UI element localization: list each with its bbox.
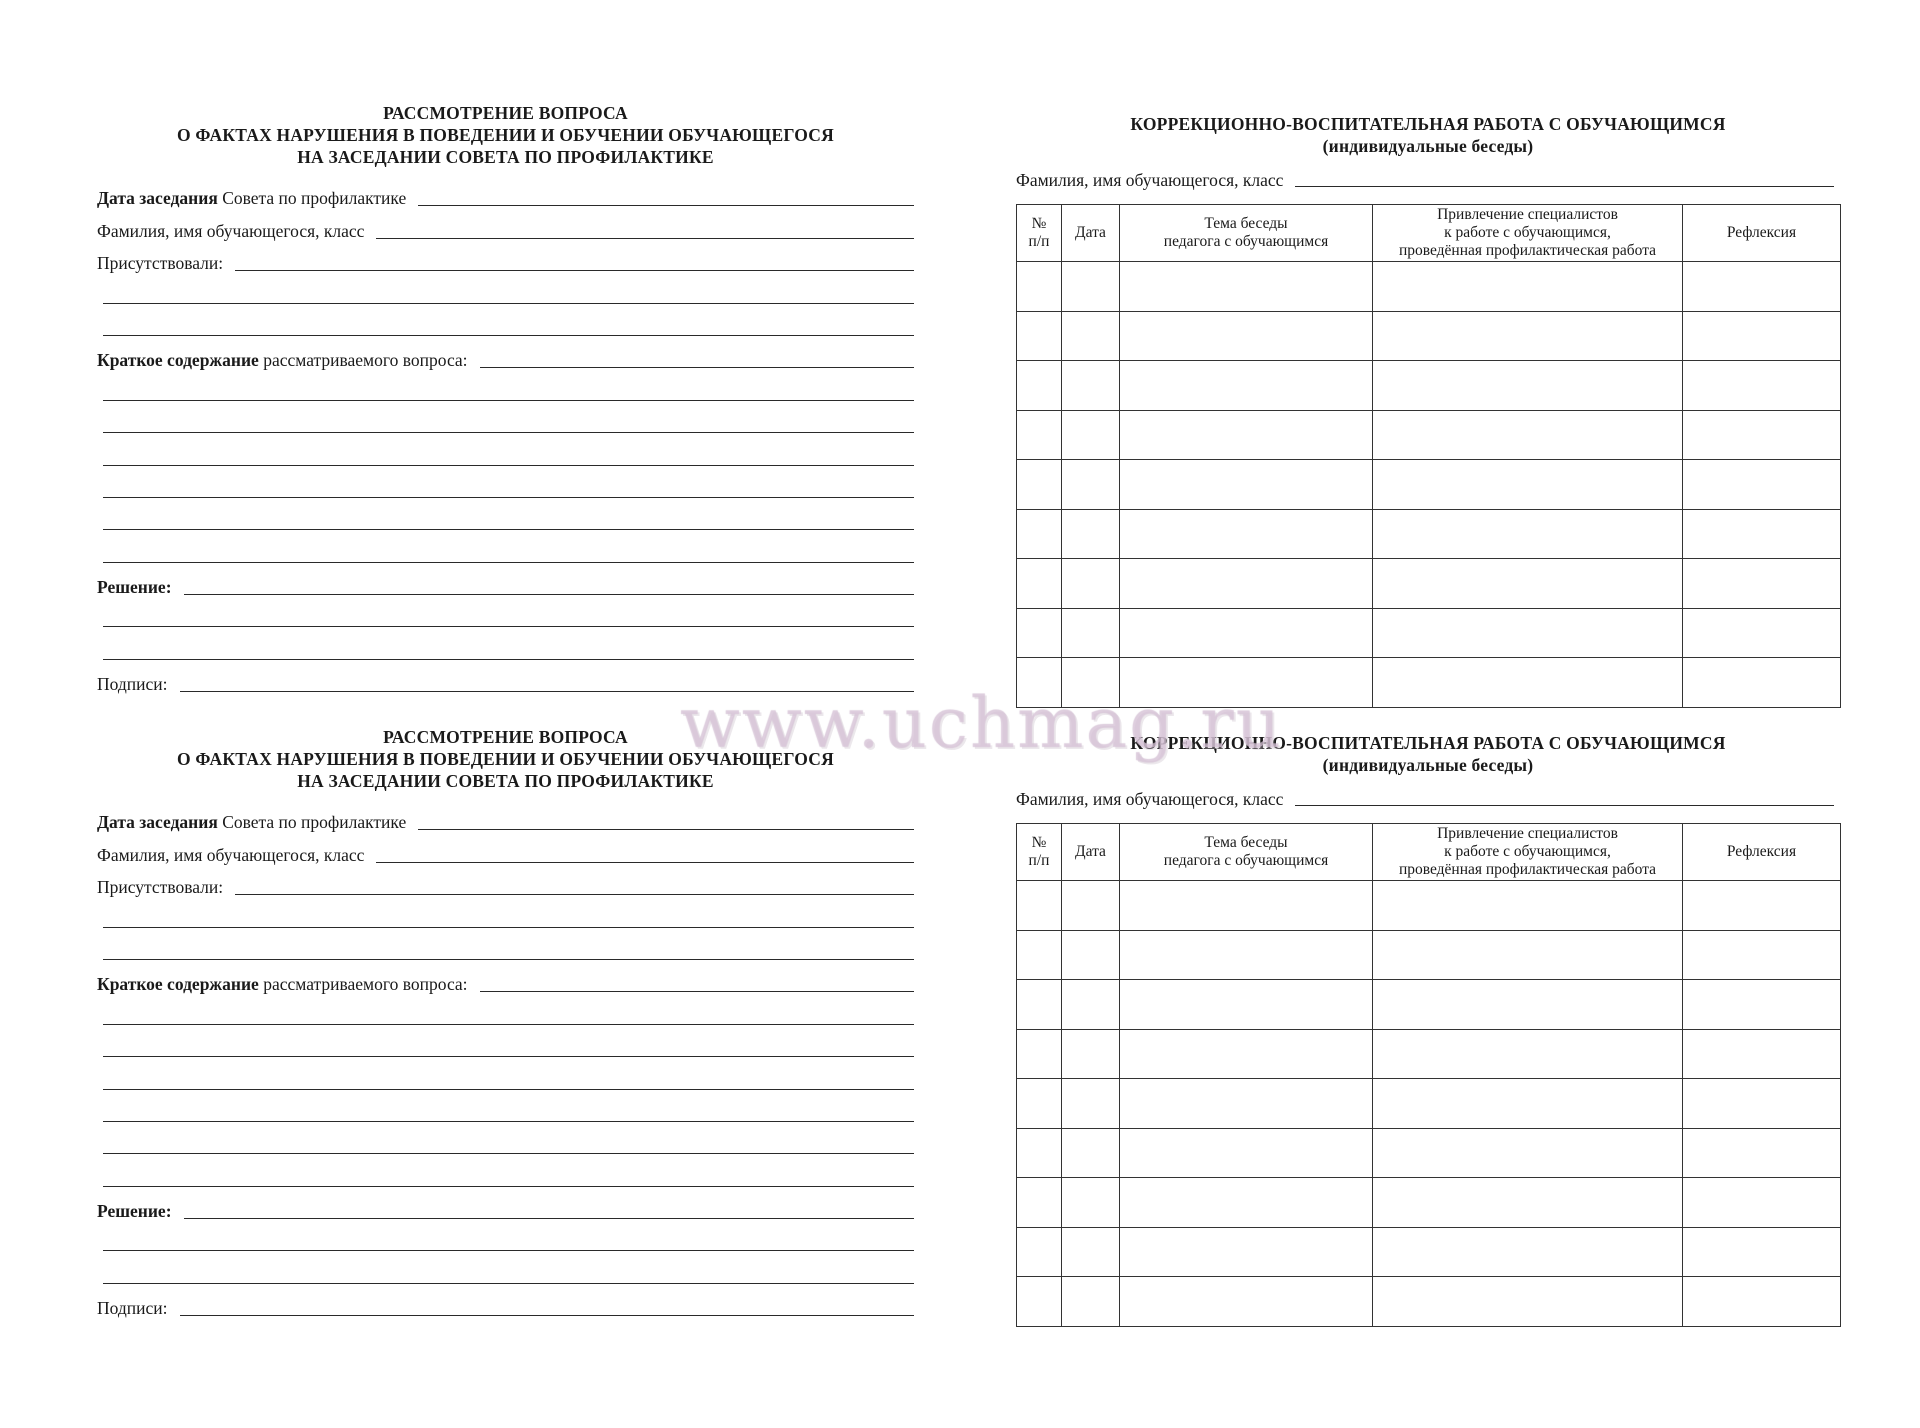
table-cell[interactable] [1683, 361, 1841, 411]
table-cell[interactable] [1683, 1079, 1841, 1129]
table-cell[interactable] [1120, 460, 1373, 510]
table-header-row [1017, 205, 1841, 262]
table-cell[interactable] [1062, 509, 1120, 559]
table-row [1017, 980, 1841, 1030]
table-row [1017, 460, 1841, 510]
table-cell[interactable] [1120, 509, 1373, 559]
present-row [97, 243, 914, 275]
blank-line[interactable] [103, 1153, 914, 1154]
blank-line[interactable] [103, 1056, 914, 1057]
col-reflection: Рефлексия [1683, 824, 1841, 881]
blank-line[interactable] [103, 659, 914, 660]
col-date: Дата [1062, 824, 1120, 881]
present-line-3 [97, 932, 914, 964]
blank-line[interactable] [103, 927, 914, 928]
table-row [1017, 608, 1841, 658]
summary-label: Краткое содержание рассматриваемого вопроса: [97, 350, 468, 371]
blank-line[interactable] [103, 1283, 914, 1284]
table-cell[interactable] [1120, 262, 1373, 312]
present-label: Присутствовали: [97, 877, 224, 898]
table-cell[interactable] [1017, 509, 1062, 559]
table-cell[interactable] [1683, 410, 1841, 460]
table-cell[interactable] [1017, 262, 1062, 312]
table-cell[interactable] [1017, 1079, 1062, 1129]
present-line-2 [97, 899, 914, 931]
blank-line[interactable] [103, 1186, 914, 1187]
decision-field[interactable] [184, 1218, 914, 1219]
student-label: Фамилия, имя обучающегося, класс [1016, 170, 1284, 190]
summary-line-5 [97, 1094, 914, 1126]
summary-label: Краткое содержание рассматриваемого вопроса: [97, 974, 468, 995]
blank-line[interactable] [103, 1121, 914, 1122]
table-cell[interactable] [1120, 1227, 1373, 1277]
table-cell[interactable] [1683, 262, 1841, 312]
table-cell[interactable] [1373, 410, 1683, 460]
table-cell[interactable] [1120, 608, 1373, 658]
table-row [1017, 881, 1841, 931]
table-cell[interactable] [1120, 311, 1373, 361]
summary-row [97, 964, 914, 996]
signatures-label: Подписи: [97, 1298, 168, 1319]
table-cell[interactable] [1017, 608, 1062, 658]
student-label: Фамилия, имя обучающегося, класс [97, 844, 365, 865]
table-cell[interactable] [1373, 361, 1683, 411]
table-cell[interactable] [1373, 881, 1683, 931]
meeting-date-row [97, 802, 914, 834]
form-title: КОРРЕКЦИОННО-ВОСПИТАТЕЛЬНАЯ РАБОТА С ОБУЧАЮЩИМСЯ [1130, 733, 1726, 753]
decision-line-2 [97, 1223, 914, 1255]
blank-line[interactable] [103, 335, 914, 336]
summary-line-3 [97, 1029, 914, 1061]
summary-field[interactable] [480, 367, 914, 368]
table-cell[interactable] [1373, 1128, 1683, 1178]
table-cell[interactable] [1683, 509, 1841, 559]
table-cell[interactable] [1062, 361, 1120, 411]
table-cell[interactable] [1120, 1029, 1373, 1079]
table-cell[interactable] [1120, 559, 1373, 609]
table-cell[interactable] [1683, 608, 1841, 658]
decision-label: Решение: [97, 1201, 172, 1222]
table-row [1017, 559, 1841, 609]
table-cell[interactable] [1062, 980, 1120, 1030]
signatures-field[interactable] [180, 1315, 914, 1316]
decision-field[interactable] [184, 594, 914, 595]
form-title: КОРРЕКЦИОННО-ВОСПИТАТЕЛЬНАЯ РАБОТА С ОБУЧАЮЩИМСЯ [1130, 114, 1726, 134]
student-field[interactable] [1295, 186, 1834, 187]
present-label: Присутствовали: [97, 253, 224, 274]
signatures-row [97, 1288, 914, 1320]
student-row [1016, 788, 1840, 810]
decision-line-3 [97, 631, 914, 663]
table-cell[interactable] [1373, 608, 1683, 658]
table-cell[interactable] [1683, 658, 1841, 708]
blank-line[interactable] [103, 465, 914, 466]
table-row [1017, 1178, 1841, 1228]
table-cell[interactable] [1017, 410, 1062, 460]
signatures-label: Подписи: [97, 674, 168, 695]
col-specialists: Привлечение специалистов к работе с обучающимся, проведённая профилактическая работа [1373, 205, 1683, 262]
table-cell[interactable] [1683, 930, 1841, 980]
summary-line-2 [97, 372, 914, 404]
blank-line[interactable] [103, 529, 914, 530]
table-cell[interactable] [1062, 460, 1120, 510]
table-cell[interactable] [1373, 930, 1683, 980]
table-cell[interactable] [1017, 930, 1062, 980]
table-cell[interactable] [1017, 460, 1062, 510]
table-row [1017, 1029, 1841, 1079]
present-line-3 [97, 308, 914, 340]
table-row [1017, 1227, 1841, 1277]
form-title [97, 102, 914, 168]
blank-line[interactable] [103, 1250, 914, 1251]
decision-label: Решение: [97, 577, 172, 598]
table-cell[interactable] [1062, 1029, 1120, 1079]
blank-line[interactable] [103, 1089, 914, 1090]
summary-line-6 [97, 1126, 914, 1158]
col-number: № п/п [1017, 205, 1062, 262]
title-line-3: НА ЗАСЕДАНИИ СОВЕТА ПО ПРОФИЛАКТИКЕ [297, 147, 714, 167]
col-date: Дата [1062, 205, 1120, 262]
table-cell[interactable] [1120, 1079, 1373, 1129]
blank-line[interactable] [103, 400, 914, 401]
table-cell[interactable] [1683, 1227, 1841, 1277]
student-field[interactable] [376, 862, 914, 863]
table-row [1017, 1277, 1841, 1327]
table-row [1017, 1079, 1841, 1129]
meeting-date-label: Дата заседания Совета по профилактике [97, 188, 407, 209]
summary-line-5 [97, 470, 914, 502]
summary-row [97, 340, 914, 372]
title-line-2: О ФАКТАХ НАРУШЕНИЯ В ПОВЕДЕНИИ И ОБУЧЕНИИ ОБУЧАЮЩЕГОСЯ [177, 125, 834, 145]
col-topic: Тема беседы педагога с обучающимся [1120, 824, 1373, 881]
decision-row [97, 567, 914, 599]
blank-line[interactable] [103, 626, 914, 627]
table-cell[interactable] [1120, 881, 1373, 931]
table-cell[interactable] [1373, 980, 1683, 1030]
table-cell[interactable] [1683, 881, 1841, 931]
summary-line-4 [97, 1061, 914, 1093]
summary-line-3 [97, 405, 914, 437]
table-cell[interactable] [1373, 559, 1683, 609]
decision-line-3 [97, 1255, 914, 1287]
table-cell[interactable] [1683, 1178, 1841, 1228]
blank-line[interactable] [103, 497, 914, 498]
form-subtitle: (индивидуальные беседы) [1322, 755, 1534, 775]
blank-line[interactable] [103, 432, 914, 433]
table-cell[interactable] [1062, 930, 1120, 980]
meeting-date-field[interactable] [418, 205, 914, 206]
table-cell[interactable] [1017, 980, 1062, 1030]
summary-line-4 [97, 437, 914, 469]
col-topic: Тема беседы педагога с обучающимся [1120, 205, 1373, 262]
table-cell[interactable] [1373, 658, 1683, 708]
table-cell[interactable] [1017, 361, 1062, 411]
table-cell[interactable] [1017, 1029, 1062, 1079]
table-cell[interactable] [1373, 1079, 1683, 1129]
student-field[interactable] [1295, 805, 1834, 806]
table-cell[interactable] [1373, 1277, 1683, 1327]
title-line-1: РАССМОТРЕНИЕ ВОПРОСА [383, 103, 628, 123]
table-cell[interactable] [1120, 980, 1373, 1030]
present-field[interactable] [235, 894, 914, 895]
table-cell[interactable] [1062, 559, 1120, 609]
student-row [1016, 169, 1840, 191]
decision-row [97, 1191, 914, 1223]
table-cell[interactable] [1120, 1277, 1373, 1327]
table-cell[interactable] [1062, 1227, 1120, 1277]
table-cell[interactable] [1683, 980, 1841, 1030]
table-cell[interactable] [1373, 1227, 1683, 1277]
table-cell[interactable] [1120, 930, 1373, 980]
blank-line[interactable] [103, 959, 914, 960]
talks-table [1016, 204, 1841, 708]
table-cell[interactable] [1017, 881, 1062, 931]
table-row [1017, 361, 1841, 411]
correction-work-form-top [1016, 113, 1840, 708]
table-cell[interactable] [1120, 1128, 1373, 1178]
table-cell[interactable] [1062, 608, 1120, 658]
table-cell[interactable] [1120, 361, 1373, 411]
table-cell[interactable] [1120, 1178, 1373, 1228]
table-cell[interactable] [1062, 1079, 1120, 1129]
student-row [97, 834, 914, 866]
watermark: www.uchmag.ru [680, 682, 1283, 764]
table-cell[interactable] [1017, 1128, 1062, 1178]
col-specialists: Привлечение специалистов к работе с обучающимся, проведённая профилактическая работа [1373, 824, 1683, 881]
table-row [1017, 930, 1841, 980]
table-cell[interactable] [1017, 1227, 1062, 1277]
student-label: Фамилия, имя обучающегося, класс [97, 220, 365, 241]
table-cell[interactable] [1120, 410, 1373, 460]
title-line-1: РАССМОТРЕНИЕ ВОПРОСА [383, 727, 628, 747]
meeting-date-label: Дата заседания Совета по профилактике [97, 812, 407, 833]
table-cell[interactable] [1017, 1178, 1062, 1228]
table-cell[interactable] [1683, 1277, 1841, 1327]
table-cell[interactable] [1373, 262, 1683, 312]
present-row [97, 867, 914, 899]
table-cell[interactable] [1062, 881, 1120, 931]
table-cell[interactable] [1062, 1277, 1120, 1327]
meeting-date-row [97, 178, 914, 210]
talks-table [1016, 823, 1841, 1327]
table-cell[interactable] [1373, 460, 1683, 510]
decision-line-2 [97, 599, 914, 631]
summary-field[interactable] [480, 991, 914, 992]
blank-line[interactable] [103, 1024, 914, 1025]
col-reflection: Рефлексия [1683, 205, 1841, 262]
correction-work-form-bottom [1016, 732, 1840, 1327]
col-number: № п/п [1017, 824, 1062, 881]
table-cell[interactable] [1373, 1178, 1683, 1228]
summary-line-7 [97, 534, 914, 566]
table-cell[interactable] [1017, 311, 1062, 361]
table-cell[interactable] [1683, 559, 1841, 609]
present-line-2 [97, 275, 914, 307]
summary-line-2 [97, 996, 914, 1028]
blank-line[interactable] [103, 562, 914, 563]
summary-line-7 [97, 1158, 914, 1190]
table-cell[interactable] [1062, 311, 1120, 361]
student-label: Фамилия, имя обучающегося, класс [1016, 789, 1284, 809]
table-row [1017, 311, 1841, 361]
table-cell[interactable] [1683, 1128, 1841, 1178]
table-cell[interactable] [1683, 460, 1841, 510]
council-review-form-bottom [97, 726, 914, 1320]
table-cell[interactable] [1062, 1178, 1120, 1228]
present-field[interactable] [235, 270, 914, 271]
table-header-row [1017, 824, 1841, 881]
table-row [1017, 1128, 1841, 1178]
table-cell[interactable] [1373, 1029, 1683, 1079]
title-line-3: НА ЗАСЕДАНИИ СОВЕТА ПО ПРОФИЛАКТИКЕ [297, 771, 714, 791]
form-subtitle: (индивидуальные беседы) [1322, 136, 1534, 156]
meeting-date-field[interactable] [418, 829, 914, 830]
student-row [97, 210, 914, 242]
table-cell[interactable] [1683, 1029, 1841, 1079]
table-cell[interactable] [1017, 1277, 1062, 1327]
form-fields [97, 178, 914, 696]
table-row [1017, 410, 1841, 460]
summary-line-6 [97, 502, 914, 534]
table-cell[interactable] [1017, 559, 1062, 609]
table-cell[interactable] [1373, 311, 1683, 361]
table-cell[interactable] [1683, 311, 1841, 361]
blank-line[interactable] [103, 303, 914, 304]
title-line-2: О ФАКТАХ НАРУШЕНИЯ В ПОВЕДЕНИИ И ОБУЧЕНИИ ОБУЧАЮЩЕГОСЯ [177, 749, 834, 769]
council-review-form-top [97, 102, 914, 696]
table-cell[interactable] [1062, 410, 1120, 460]
table-cell[interactable] [1062, 262, 1120, 312]
form-fields [97, 802, 914, 1320]
table-cell[interactable] [1373, 509, 1683, 559]
table-row [1017, 262, 1841, 312]
student-field[interactable] [376, 238, 914, 239]
table-cell[interactable] [1062, 1128, 1120, 1178]
table-row [1017, 509, 1841, 559]
